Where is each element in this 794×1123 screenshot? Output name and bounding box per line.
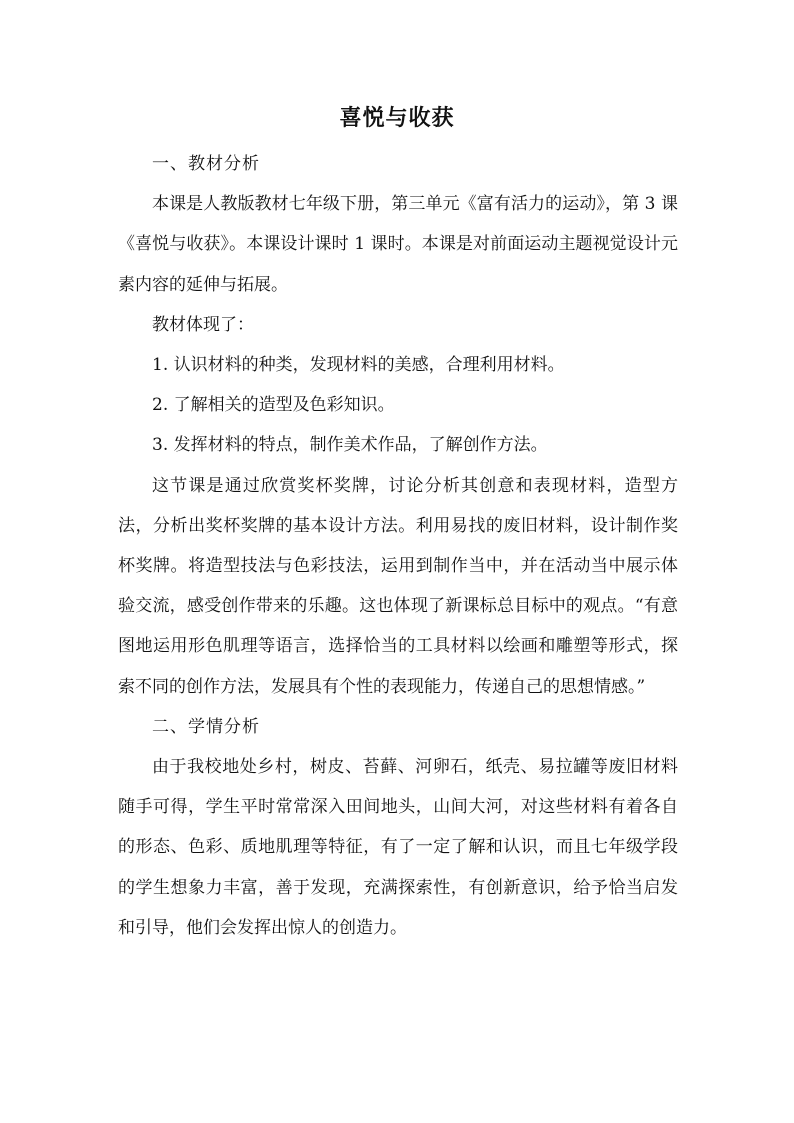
paragraph-textbook-reflects: 教材体现了： xyxy=(152,314,254,335)
paragraph-lesson-description: 这节课是通过欣赏奖杯奖牌，讨论分析其创意和表现材料，造型方法，分析出奖杯奖牌的基本设计方法。利用易找的废旧材料，设计制作奖杯奖牌。将造型技法与色彩技法，运用到制作当中，并在活动当中展示体验交流，感受创作带来的乐趣。这也体现了新课标总目标中的观点。“有意图地运用形色肌理等语言，选择恰当的工具材料以绘画和雕塑等形式，探索不同的创作方法，发展具有个性的表现能力，传递自己的思想情感。” xyxy=(118,475,678,697)
paragraph-student-analysis: 由于我校地处乡村，树皮、苔藓、河卵石，纸壳、易拉罐等废旧材料随手可得，学生平时常常深入田间地头，山间大河，对这些材料有着各自的形态、色彩、质地肌理等特征，有了一定了解和认识，而且七年级学段的学生想象力丰富，善于发现，充满探索性，有创新意识，给予恰当启发和引导，他们会发挥出惊人的创造力。 xyxy=(118,757,678,938)
list-item-1: 1. 认识材料的种类，发现材料的美感，合理利用材料。 xyxy=(152,355,565,376)
section-heading-textbook-analysis: 一、教材分析 xyxy=(152,154,260,174)
document-body xyxy=(118,144,678,948)
document-title: 喜悦与收获 xyxy=(339,105,455,131)
list-item-2: 2. 了解相关的造型及色彩知识。 xyxy=(152,395,395,416)
section-heading-student-analysis: 二、学情分析 xyxy=(152,716,260,737)
paragraph-course-intro: 本课是人教版教材七年级下册，第三单元《富有活力的运动》，第 3 课《喜悦与收获》。本课设计课时 1 课时。本课是对前面运动主题视觉设计元素内容的延伸与拓展。 xyxy=(118,194,678,295)
list-item-3: 3. 发挥材料的特点，制作美术作品，了解创作方法。 xyxy=(152,435,548,456)
